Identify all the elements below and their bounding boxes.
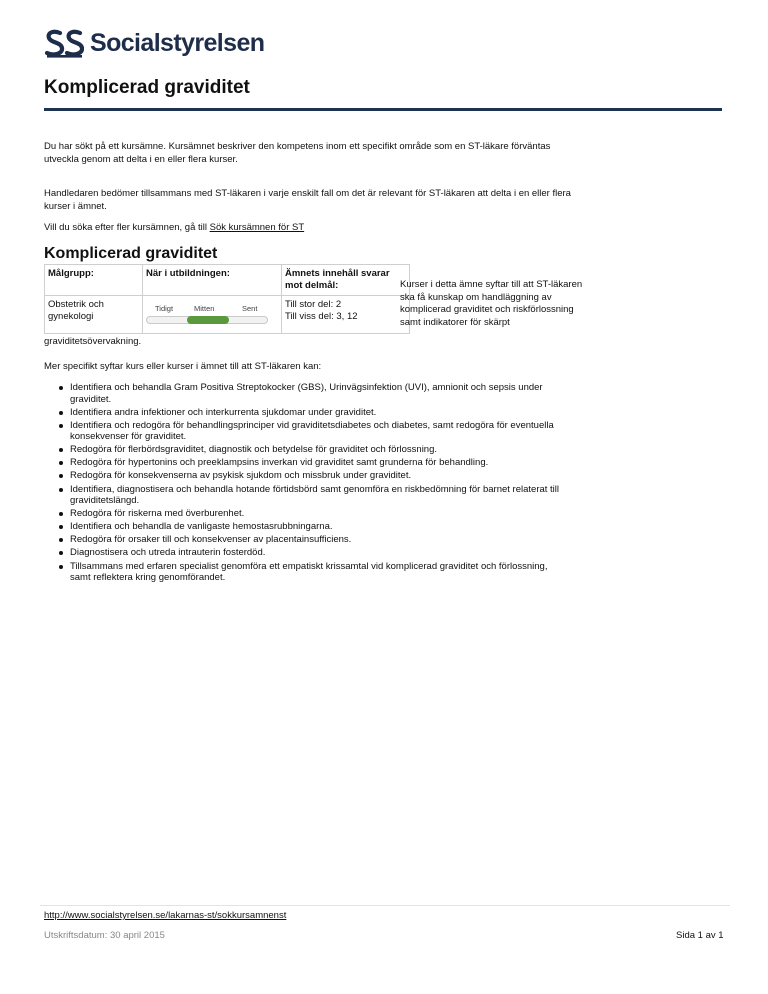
timeline-label-early: Tidigt xyxy=(155,304,174,313)
list-item: Redogöra för orsaker till och konsekvenser av placentainsufficiens. xyxy=(62,534,562,546)
course-description: Kurser i detta ämne syftar till att ST-läkaren ska få kunskap om handläggning av komplicerad graviditet och riskförlossning samt indikatorer för skärpt xyxy=(400,279,583,328)
timeline-track xyxy=(146,316,268,324)
socialstyrelsen-logo-icon xyxy=(44,28,84,58)
timing-cell xyxy=(143,296,282,334)
education-timeline xyxy=(146,299,268,329)
intro-paragraph-2: Handledaren bedömer tillsammans med ST-läkaren i varje enskilt fall om det är relevant för ST-läkaren att delta i en eller flera kurser i ämnet. xyxy=(44,188,571,212)
list-item: Redogöra för flerbördsgraviditet, diagnostik och betydelse för graviditet och förlossning. xyxy=(62,444,562,456)
search-courses-link[interactable]: Sök kursämnen för ST xyxy=(209,222,305,233)
list-item: Redogöra för konsekvenserna av psykisk sjukdom och missbruk under graviditet. xyxy=(62,470,562,482)
page-number: Sida 1 av 1 xyxy=(676,930,724,941)
list-item: Identifiera och behandla Gram Positiva Streptokocker (GBS), Urinvägsinfektion (UVI), amnionit och sepsis under graviditet. xyxy=(62,382,562,405)
footer-divider xyxy=(40,905,730,906)
course-info-table xyxy=(44,264,410,334)
list-item: Tillsammans med erfaren specialist genomföra ett empatiskt krissamtal vid komplicerad graviditet och förlossning, samt reflektera kring genomförandet. xyxy=(62,561,562,584)
section-title: Komplicerad graviditet xyxy=(44,245,218,262)
delmal-cell xyxy=(282,296,410,334)
list-item: Identifiera och behandla de vanligaste hemostasrubbningarna. xyxy=(62,521,562,533)
table-header-row xyxy=(45,265,410,296)
course-description-continuation: graviditetsövervakning. xyxy=(44,336,142,347)
delmal-major: Till stor del: 2 xyxy=(285,299,342,310)
page-title: Komplicerad graviditet xyxy=(44,77,250,98)
timeline-label-middle: Mitten xyxy=(194,304,215,313)
intro-paragraph-1: Du har sökt på ett kursämne. Kursämnet beskriver den kompetens inom ett specifikt område som en ST-läkare förväntas utveckla genom att delta i en eller flera kurser. xyxy=(44,141,551,165)
goals-intro: Mer specifikt syftar kurs eller kurser i ämnet till att ST-läkaren kan: xyxy=(44,361,322,372)
list-item: Redogöra för hypertonins och preeklampsins inverkan vid graviditet samt grunderna för behandling. xyxy=(62,457,562,469)
footer-url-link[interactable]: http://www.socialstyrelsen.se/lakarnas-st/sokkursamnenst xyxy=(44,910,287,921)
timeline-label-late: Sent xyxy=(242,304,258,313)
list-item: Identifiera, diagnostisera och behandla hotande förtidsbörd samt genomföra en riskbedömning för barnet relaterat till graviditetslängd. xyxy=(62,484,562,507)
list-item: Diagnostisera och utreda intrauterin fosterdöd. xyxy=(62,547,562,559)
search-prefix: Vill du söka efter fler kursämnen, gå till xyxy=(44,222,210,233)
table-row xyxy=(45,296,410,334)
timeline-active-segment xyxy=(187,316,229,324)
logo xyxy=(44,28,264,58)
search-paragraph xyxy=(44,222,304,235)
header-timing: När i utbildningen: xyxy=(143,265,282,296)
header-delmal: Ämnets innehåll svarar mot delmål: xyxy=(282,265,410,296)
delmal-partial: Till viss del: 3, 12 xyxy=(285,311,358,322)
target-group-cell: Obstetrik och gynekologi xyxy=(45,296,143,334)
print-date: Utskriftsdatum: 30 april 2015 xyxy=(44,930,165,941)
list-item: Identifiera och redogöra för behandlingsprinciper vid graviditetsdiabetes och diabetes, samt redogöra för eventuella konsekvenser för graviditet. xyxy=(62,420,562,443)
title-divider xyxy=(44,108,722,111)
list-item: Redogöra för riskerna med överburenhet. xyxy=(62,508,562,520)
goals-list xyxy=(62,382,562,585)
logo-text: Socialstyrelsen xyxy=(90,28,265,57)
header-target-group: Målgrupp: xyxy=(45,265,143,296)
list-item: Identifiera andra infektioner och interkurrenta sjukdomar under graviditet. xyxy=(62,407,562,419)
